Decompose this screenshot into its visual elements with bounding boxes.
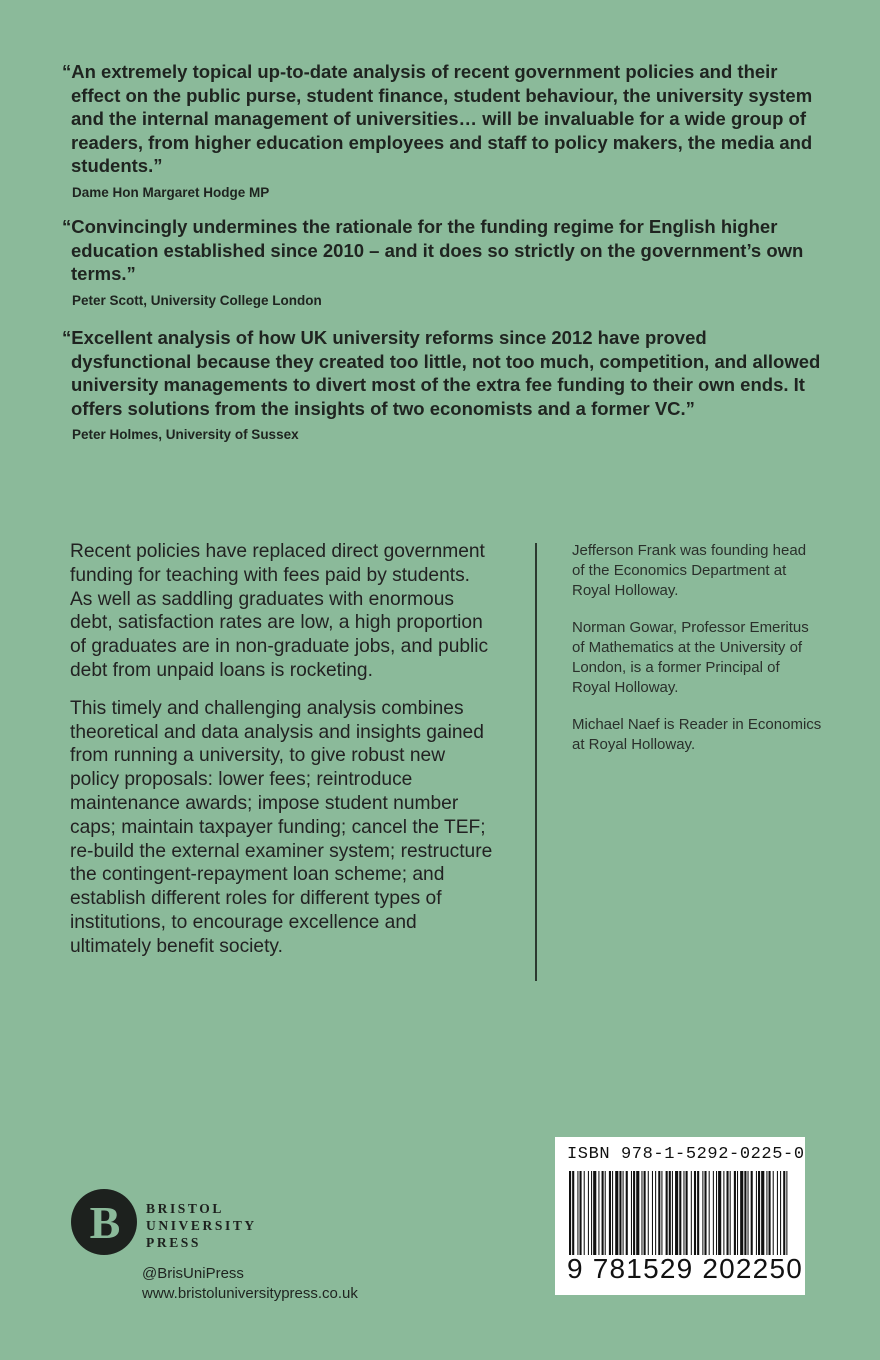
description-paragraph: Recent policies have replaced direct government funding for teaching with fees paid by students. As well as saddling graduates with enormous debt, satisfaction rates are low, a high proportion of graduates are in non-graduate jobs, and public debt from unpaid loans is rocketing. (70, 541, 489, 681)
barcode-bar (591, 1171, 592, 1255)
website-url: www.bristoluniversitypress.co.uk (142, 1285, 358, 1302)
barcode-bar (580, 1171, 582, 1255)
barcode-bar (697, 1171, 699, 1255)
barcode-bar (713, 1171, 714, 1255)
barcode-bar (593, 1171, 596, 1255)
barcode-bar (626, 1171, 628, 1255)
barcode-bar (683, 1171, 684, 1255)
barcode-bar (694, 1171, 696, 1255)
barcode-bar (661, 1171, 662, 1255)
barcode-bar (644, 1171, 646, 1255)
barcode-bar (623, 1171, 624, 1255)
barcode-bar (569, 1171, 571, 1255)
barcode-bar (748, 1171, 749, 1255)
barcode-bar (780, 1171, 781, 1255)
logo-letter: B (89, 1197, 121, 1248)
barcode-bar (727, 1171, 729, 1255)
barcode-bar (737, 1171, 738, 1255)
barcode-bar (584, 1171, 585, 1255)
isbn-number: 9 781529 202250 (567, 1253, 803, 1284)
barcode-bar (786, 1171, 787, 1255)
barcode-bar (605, 1171, 606, 1255)
endorsement-attribution: Peter Holmes, University of Sussex (72, 427, 299, 443)
barcode-bar (718, 1171, 721, 1255)
barcode-bar (691, 1171, 692, 1255)
endorsement-3 (62, 326, 822, 444)
description-paragraph: This timely and challenging analysis combines theoretical and data analysis and insights gained from running a university, to give robust new policy proposals: lower fees; reintroduce maintenance awards; impose student number caps; maintain taxpayer funding; cancel the TEF; re-build the external examiner system; restructure the contingent-repayment loan scheme; and establish different roles for different types of institutions, to encourage excellence and ultimately benefit society. (70, 697, 493, 957)
barcode-bar (756, 1171, 757, 1255)
barcode-bar (766, 1171, 767, 1255)
barcode-bar (730, 1171, 731, 1255)
endorsement-quote: “Convincingly undermines the rationale for the funding regime for English higher education established since 2010 – and it does so strictly on the government’s own terms.” (62, 216, 804, 285)
barcode-bar (588, 1171, 589, 1255)
publisher-name-line: BRISTOL (146, 1201, 224, 1216)
barcode-bar (773, 1171, 774, 1255)
twitter-handle: @BrisUniPress (142, 1265, 244, 1282)
barcode-bar (761, 1171, 764, 1255)
barcode-bar (658, 1171, 660, 1255)
barcode-bar (633, 1171, 635, 1255)
author-bio: Norman Gowar, Professor Emeritus of Mathematics at the University of London, is a former Principal of Royal Holloway. (572, 619, 809, 696)
author-bios (572, 541, 822, 772)
barcode-bar (777, 1171, 778, 1255)
publisher-name-line: UNIVERSITY (146, 1218, 257, 1233)
endorsement-2 (62, 215, 822, 310)
barcode-bar (769, 1171, 771, 1255)
barcode-bar (598, 1171, 599, 1255)
publisher-logo-icon (70, 1188, 138, 1256)
barcode-bar (609, 1171, 611, 1255)
endorsement-1 (62, 60, 822, 202)
barcode-box (555, 1137, 805, 1295)
barcode-bar (758, 1171, 760, 1255)
barcode-bar (751, 1171, 753, 1255)
publisher-contact (142, 1264, 358, 1304)
author-bio: Michael Naef is Reader in Economics at Royal Holloway. (572, 716, 822, 753)
barcode-bar (572, 1171, 574, 1255)
barcode-bar (669, 1171, 671, 1255)
endorsement-quote: “An extremely topical up-to-date analysis of recent government policies and their effect on the public purse, student finance, student behaviour, the university system and the internal management of universities… will be invaluable for a wide group of readers, from higher education employees and staff to policy makers, the media and students.” (62, 61, 813, 177)
barcode-bar (631, 1171, 632, 1255)
barcode-bar (577, 1171, 578, 1255)
barcode-bar (709, 1171, 710, 1255)
barcode-bar (619, 1171, 621, 1255)
barcode-bar (612, 1171, 613, 1255)
barcode-bar (679, 1171, 681, 1255)
barcode-icon (569, 1171, 791, 1255)
endorsement-attribution: Peter Scott, University College London (72, 292, 322, 308)
barcode-bar (702, 1171, 703, 1255)
barcode-bar (648, 1171, 649, 1255)
barcode-bar (672, 1171, 673, 1255)
barcode-bar (641, 1171, 642, 1255)
barcode-bar (636, 1171, 639, 1255)
barcode-bar (716, 1171, 717, 1255)
barcode-bar (675, 1171, 678, 1255)
isbn-label: ISBN 978-1-5292-0225-0 (567, 1145, 805, 1164)
barcode-bar (686, 1171, 688, 1255)
barcode-bar (740, 1171, 743, 1255)
barcode-bar (666, 1171, 668, 1255)
column-divider (535, 543, 537, 981)
author-bio: Jefferson Frank was founding head of the Economics Department at Royal Holloway. (572, 542, 807, 599)
barcode-bar (655, 1171, 656, 1255)
barcode-bar (783, 1171, 785, 1255)
barcode-bar (615, 1171, 618, 1255)
endorsement-attribution: Dame Hon Margaret Hodge MP (72, 184, 270, 200)
barcode-bar (602, 1171, 604, 1255)
barcode-bar (704, 1171, 706, 1255)
book-description (70, 540, 495, 973)
barcode-bar (734, 1171, 736, 1255)
barcode-bar (744, 1171, 746, 1255)
endorsement-quote: “Excellent analysis of how UK university reforms since 2012 have proved dysfunctional because they created too little, not too much, competition, and allowed university managements to divert most of the extra fee funding to their own ends. It offers solutions from the insights of two economists and a former VC.” (62, 327, 821, 419)
barcode-bar (723, 1171, 724, 1255)
barcode-bar (652, 1171, 653, 1255)
publisher-name-line: PRESS (146, 1235, 202, 1250)
publisher-name (146, 1200, 257, 1251)
publisher-brand (70, 1188, 257, 1256)
